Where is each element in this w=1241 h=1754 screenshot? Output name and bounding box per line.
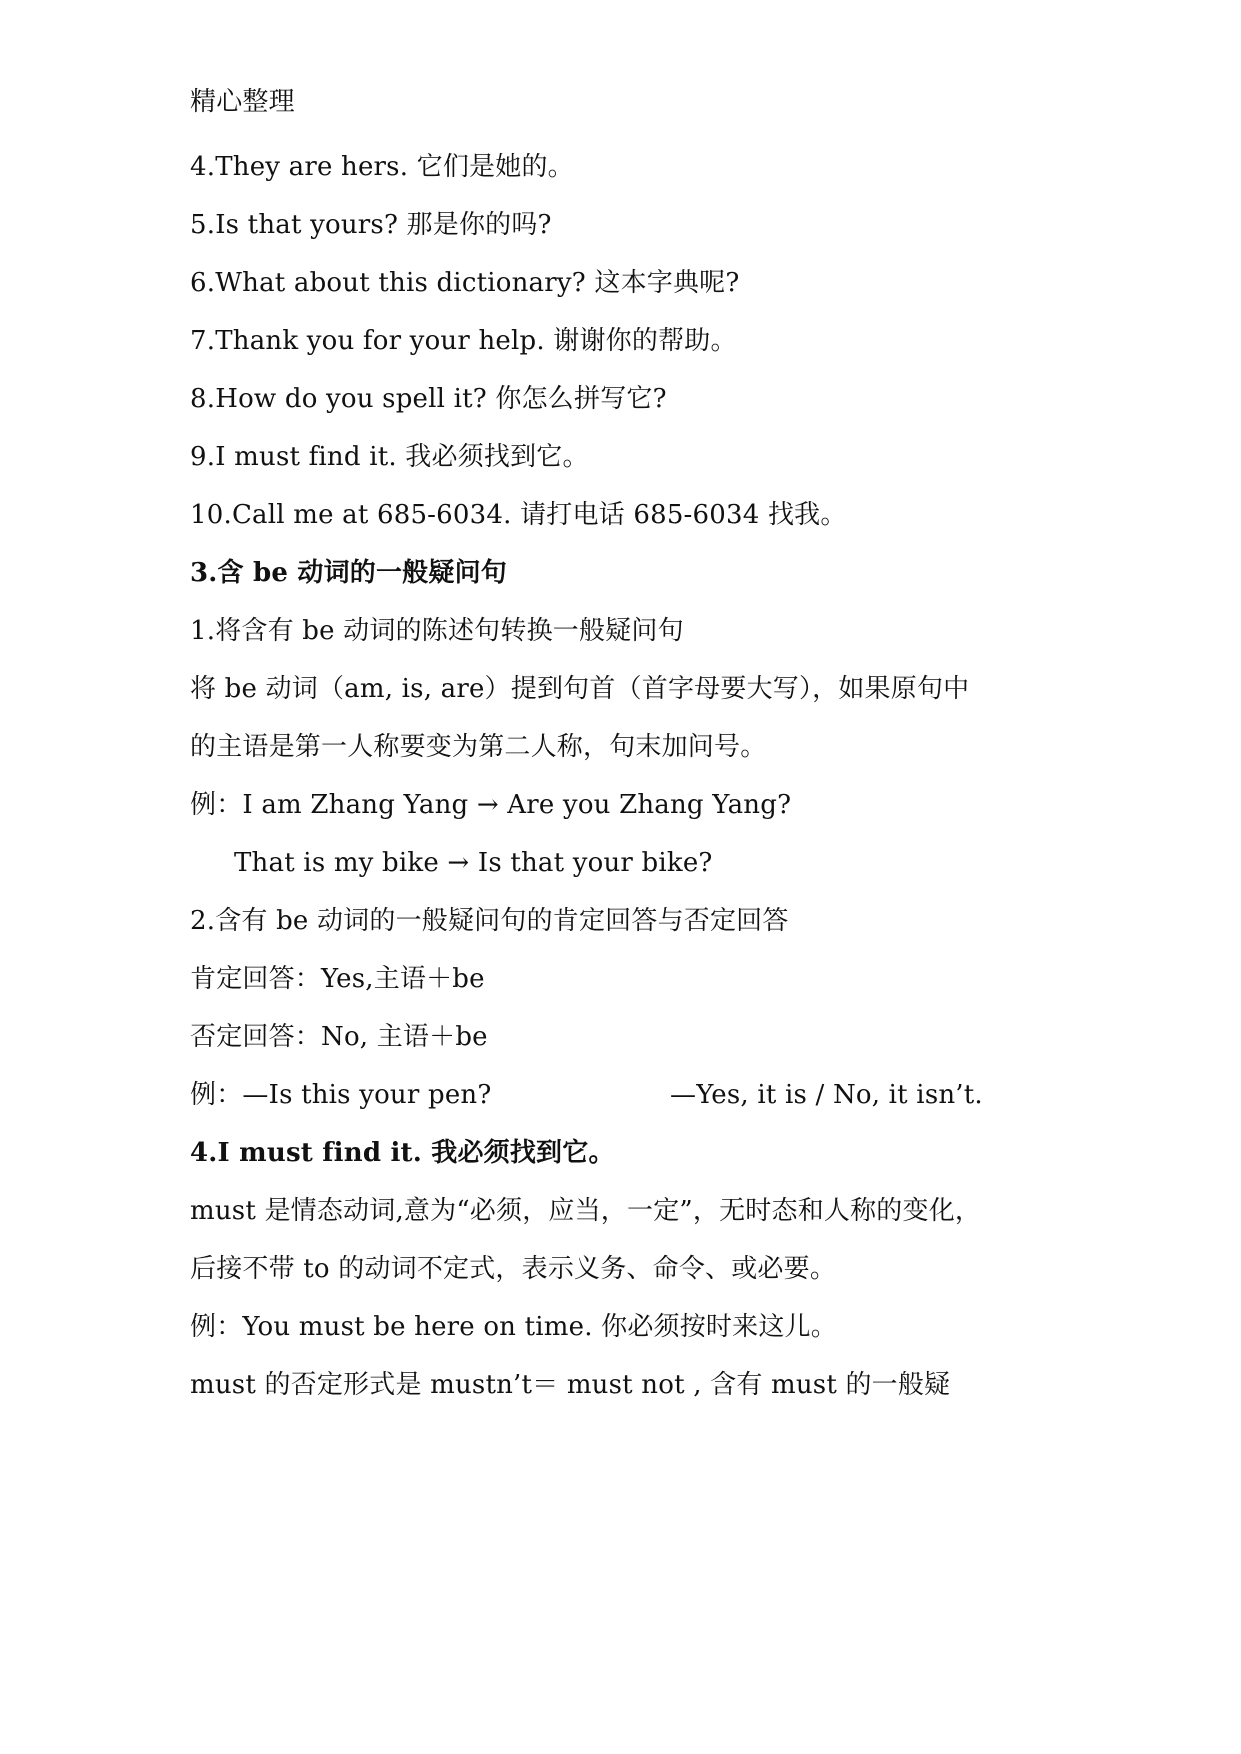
- sentence-9: 9.I must find it. 我必须找到它。: [190, 442, 589, 472]
- section-3-sub1-body-line2: 的主语是第一人称要变为第二人称，句末加问号。: [190, 732, 767, 762]
- section-3-sub1-title: 1.将含有 be 动词的陈述句转换一般疑问句: [190, 616, 684, 646]
- example-2-answer: —Yes, it is / No, it isn’t.: [670, 1080, 983, 1110]
- page-header: 精心整理: [190, 87, 295, 117]
- section-4-example: 例：You must be here on time. 你必须按时来这儿。: [190, 1312, 837, 1342]
- section-3-sub1-body-line1: 将 be 动词（am, is, are）提到句首（首字母要大写），如果原句中: [190, 674, 970, 704]
- sentence-10: 10.Call me at 685-6034. 请打电话 685-6034 找我。: [190, 500, 847, 530]
- sentence-7: 7.Thank you for your help. 谢谢你的帮助。: [190, 326, 737, 356]
- negative-answer: 否定回答：No, 主语＋be: [190, 1022, 488, 1052]
- sentence-5: 5.Is that yours? 那是你的吗?: [190, 210, 552, 240]
- affirmative-answer: 肯定回答：Yes,主语＋be: [190, 964, 485, 994]
- sentence-4: 4.They are hers. 它们是她的。: [190, 152, 574, 182]
- section-4-body-line3: must 的否定形式是 mustn’t＝ must not , 含有 must 的一般疑: [190, 1370, 951, 1400]
- section-3-sub2-title: 2.含有 be 动词的一般疑问句的肯定回答与否定回答: [190, 906, 789, 936]
- section-4-heading: 4.I must find it. 我必须找到它。: [190, 1138, 615, 1168]
- section-4-body-line1: must 是情态动词,意为“必须，应当，一定”，无时态和人称的变化，: [190, 1196, 982, 1226]
- example-2-question: 例：—Is this your pen?: [190, 1080, 492, 1110]
- sentence-6: 6.What about this dictionary? 这本字典呢?: [190, 268, 740, 298]
- document-page: [190, 0, 1070, 1754]
- section-3-heading: 3.含 be 动词的一般疑问句: [190, 558, 507, 588]
- example-1-line2: That is my bike → Is that your bike?: [234, 848, 713, 878]
- section-4-body-line2: 后接不带 to 的动词不定式，表示义务、命令、或必要。: [190, 1254, 837, 1284]
- example-1-line1: 例：I am Zhang Yang → Are you Zhang Yang?: [190, 790, 792, 820]
- sentence-8: 8.How do you spell it? 你怎么拼写它?: [190, 384, 667, 414]
